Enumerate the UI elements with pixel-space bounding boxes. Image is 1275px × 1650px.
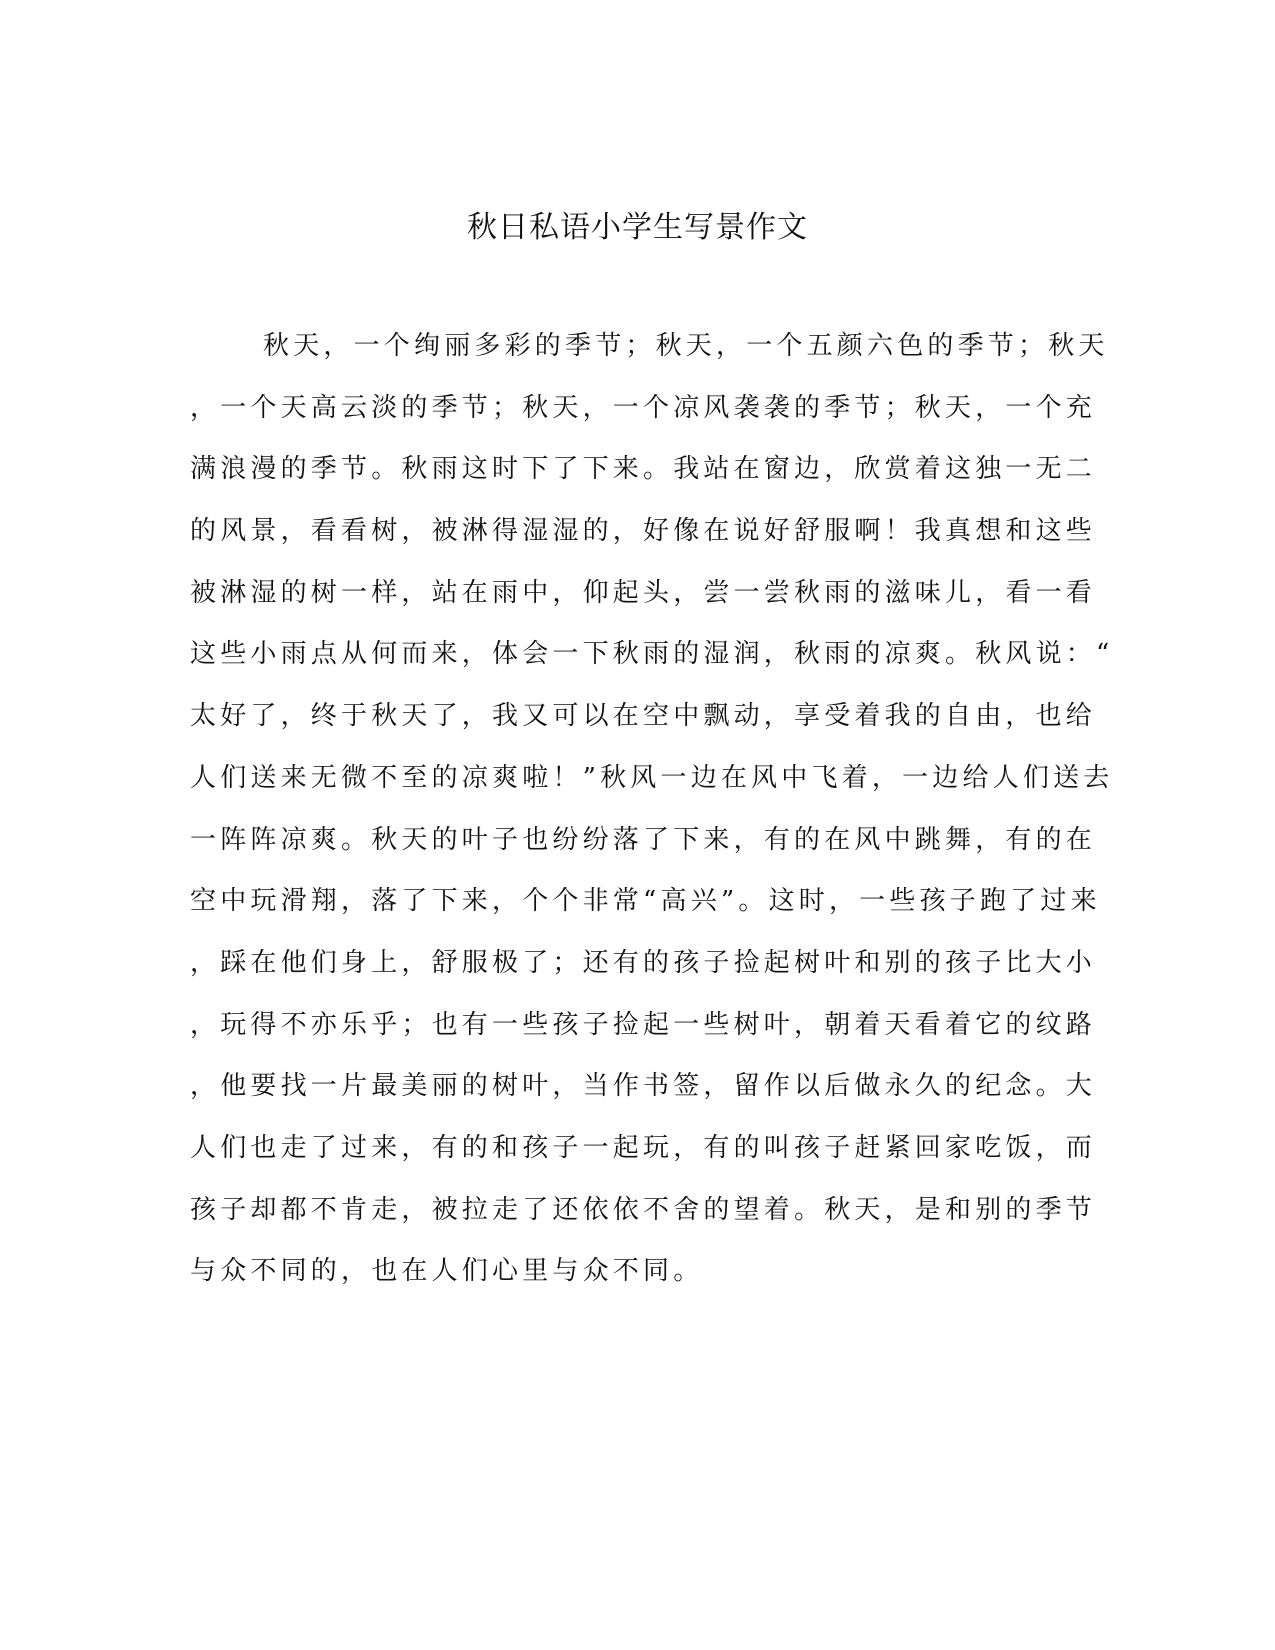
essay-body: [190, 326, 1114, 1313]
essay-line: 一阵阵凉爽。秋天的叶子也纷纷落了下来，有的在风中跳舞，有的在: [190, 824, 1097, 855]
essay-line: ，玩得不亦乐乎；也有一些孩子捡起一些树叶，朝着天看着它的纹路: [190, 1009, 1097, 1040]
essay-line: 空中玩滑翔，落了下来，个个非常“高兴”。这时，一些孩子跑了过来: [190, 886, 1101, 917]
essay-line: 满浪漫的季节。秋雨这时下了下来。我站在窗边，欣赏着这独一无二: [190, 454, 1097, 485]
essay-line: ，他要找一片最美丽的树叶，当作书签，留作以后做永久的纪念。大: [190, 1071, 1097, 1102]
essay-line: 太好了，终于秋天了，我又可以在空中飘动，享受着我的自由，也给: [190, 701, 1097, 732]
essay-line: 被淋湿的树一样，站在雨中，仰起头，尝一尝秋雨的滋味儿，看一看: [190, 577, 1097, 608]
essay-line: 这些小雨点从何而来，体会一下秋雨的湿润，秋雨的凉爽。秋风说：“: [190, 639, 1114, 670]
essay-line: 人们也走了过来，有的和孩子一起玩，有的叫孩子赶紧回家吃饭，而: [190, 1132, 1097, 1163]
essay-line: 与众不同的，也在人们心里与众不同。: [190, 1256, 704, 1287]
essay-line: ，踩在他们身上，舒服极了；还有的孩子捡起树叶和别的孩子比大小: [190, 947, 1097, 978]
document-title: 秋日私语小学生写景作文: [467, 210, 808, 245]
essay-line: 的风景，看看树，被淋得湿湿的，好像在说好舒服啊！我真想和这些: [190, 516, 1097, 547]
essay-line: ，一个天高云淡的季节；秋天，一个凉风袭袭的季节；秋天，一个充: [190, 392, 1097, 423]
essay-line: 人们送来无微不至的凉爽啦！”秋风一边在风中飞着，一边给人们送去: [190, 762, 1114, 793]
essay-line: 孩子却都不肯走，被拉走了还依依不舍的望着。秋天，是和别的季节: [190, 1194, 1097, 1225]
essay-line: 秋天，一个绚丽多彩的季节；秋天，一个五颜六色的季节；秋天: [263, 331, 1109, 361]
